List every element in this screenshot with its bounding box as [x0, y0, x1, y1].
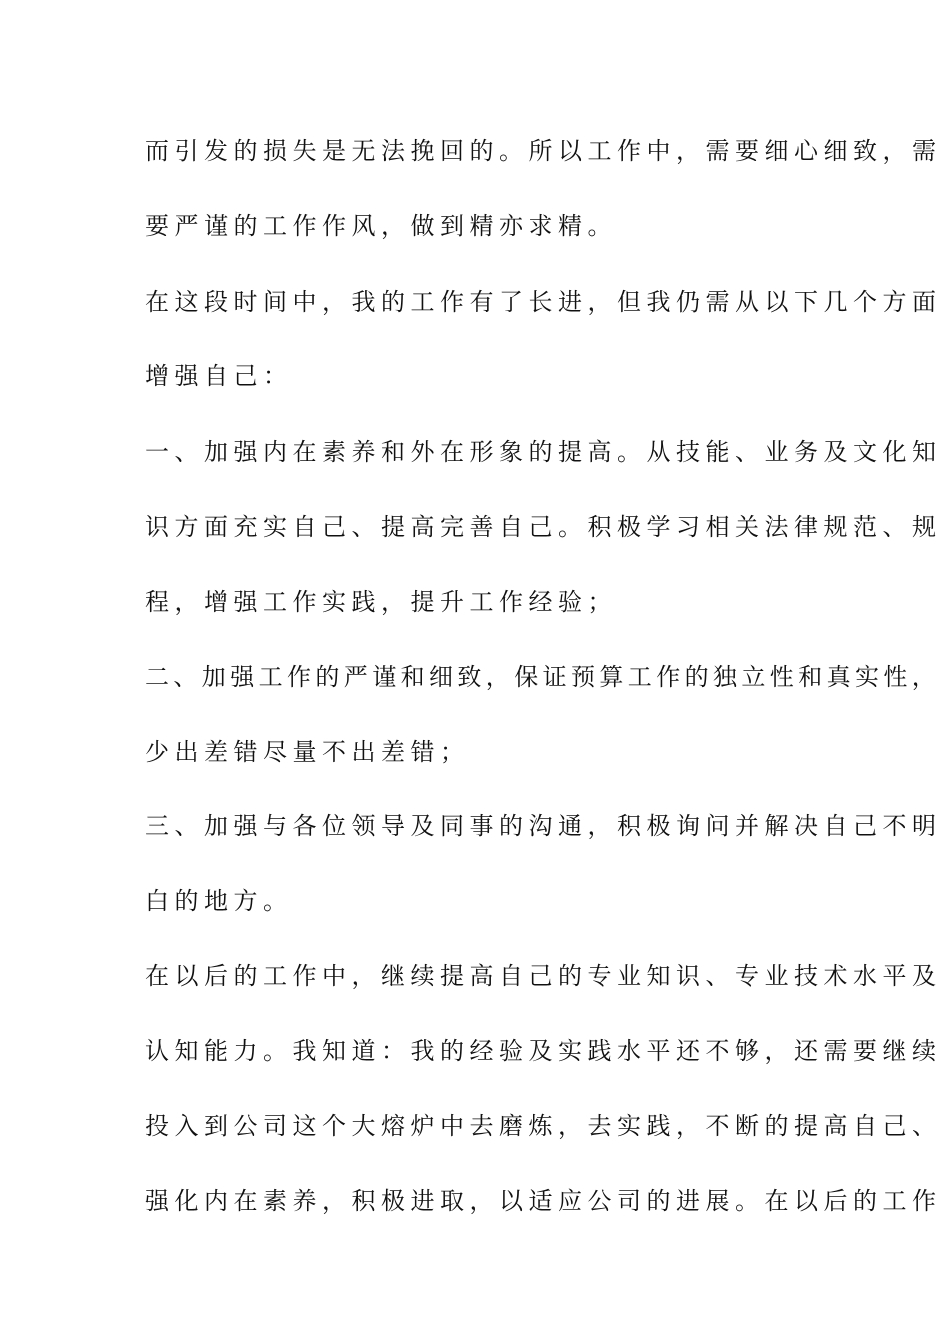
- text-line: 在以后的工作中，继续提高自己的专业知识、专业技术水平及: [145, 962, 942, 990]
- text-line: 在这段时间中，我的工作有了长进，但我仍需从以下几个方面: [145, 288, 942, 316]
- text-line: 而引发的损失是无法挽回的。所以工作中，需要细心细致，需: [145, 137, 942, 165]
- text-line: 一、加强内在素养和外在形象的提高。从技能、业务及文化知: [145, 438, 942, 466]
- text-line: 识方面充实自己、提高完善自己。积极学习相关法律规范、规: [145, 513, 942, 541]
- text-line: 增强自己：: [145, 362, 293, 390]
- text-line: 白的地方。: [145, 887, 293, 915]
- text-line: 程，增强工作实践，提升工作经验；: [145, 588, 617, 616]
- text-line: 强化内在素养，积极进取，以适应公司的进展。在以后的工作: [145, 1187, 942, 1215]
- text-line: 三、加强与各位领导及同事的沟通，积极询问并解决自己不明: [145, 812, 942, 840]
- text-line: 投入到公司这个大熔炉中去磨炼，去实践，不断的提高自己、: [145, 1112, 942, 1140]
- text-line: 要严谨的工作作风，做到精亦求精。: [145, 212, 617, 240]
- text-line: 少出差错尽量不出差错；: [145, 738, 470, 766]
- text-line: 二、加强工作的严谨和细致，保证预算工作的独立性和真实性，: [145, 663, 941, 691]
- text-line: 认知能力。我知道：我的经验及实践水平还不够，还需要继续: [145, 1037, 942, 1065]
